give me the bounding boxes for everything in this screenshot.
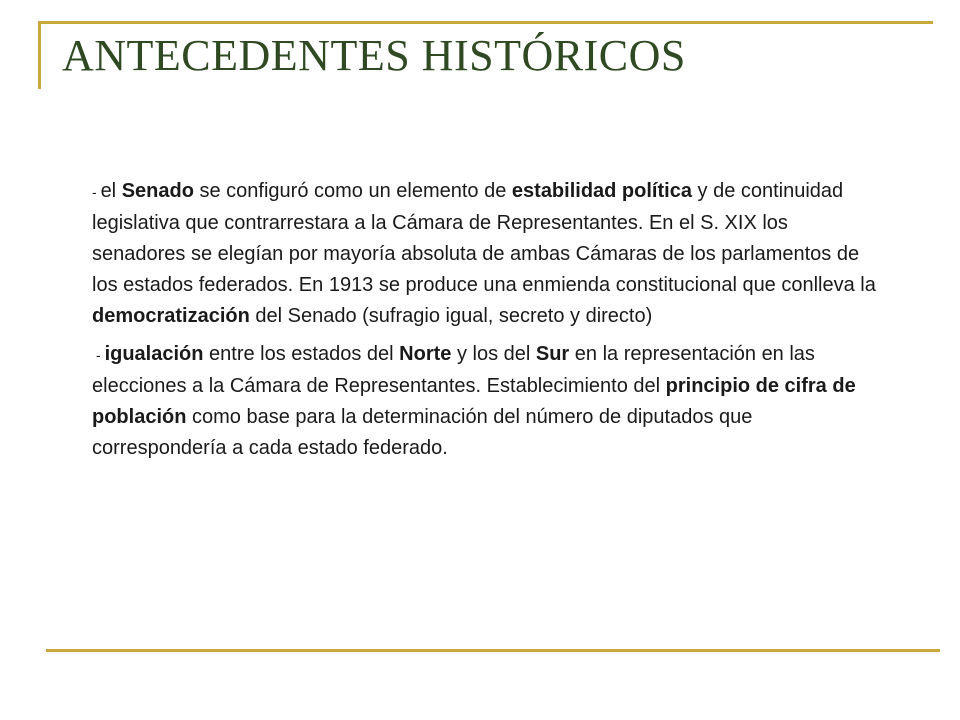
bottom-rule [46,649,940,652]
slide-body [92,176,882,471]
text-run: se configuró como un elemento de [193,180,512,202]
bold-run: Norte [399,343,452,365]
bold-run: estabilidad política [511,180,692,202]
text-run: y los del [451,343,536,365]
bullet-dash: - [96,347,105,363]
bullet-dash: - [92,184,101,200]
paragraph-senado [92,176,882,332]
text-run: y de continuidad legislativa que contrarrestara a la Cámara de Representantes. En el S. XIX los senadores se elegían por mayoría absoluta de ambas Cámaras de los parlamentos de los estados federados. En 1913 se produce una enmienda constitucional que conlleva la [92,180,876,296]
text-run: del Senado (sufragio igual, secreto y directo) [249,305,653,327]
bold-run: Senado [121,180,194,202]
text-run: entre los estados del [203,343,400,365]
bold-run: Sur [535,343,570,365]
text-run: el [100,180,122,202]
slide-title: ANTECEDENTES HISTÓRICOS [62,31,686,80]
text-run: en la representación en las elecciones a la Cámara de Representantes. Establecimiento del [92,343,815,397]
top-rule [39,21,933,24]
bold-run: democratización [92,305,250,327]
text-run: como base para la determinación del número de diputados que correspondería a cada estado federado. [92,406,753,459]
bold-run: igualación [104,343,204,365]
paragraph-igualacion [92,339,882,464]
left-rule [38,21,41,89]
bold-run: principio de cifra de población [92,375,856,428]
